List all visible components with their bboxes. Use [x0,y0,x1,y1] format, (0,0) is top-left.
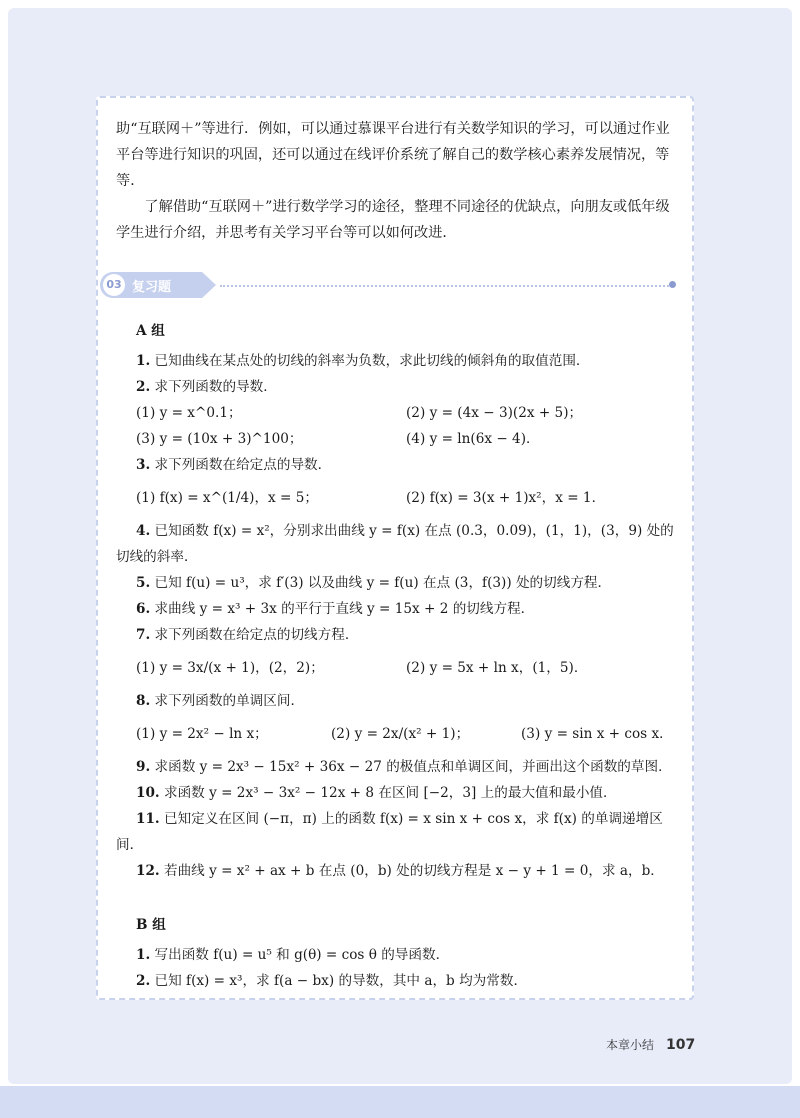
group-a-title: A 组 [136,323,165,339]
question-a8-part-1: (1) y = 2x² − ln x； [136,726,268,742]
question-a2-part-3: (3) y = (10x + 3)^100； [136,431,303,447]
section-divider [220,285,672,287]
question-number: 2. [136,973,151,989]
question-text: 已知定义在区间 (−π，π) 上的函数 f(x) = x sin x + cos x，求 f(x) 的单调递增区间． [116,811,663,853]
question-a7-part-2: (2) y = 5x + ln x，(1，5)． [406,660,588,676]
question-number: 6. [136,601,151,617]
question-a8-part-2: (2) y = 2x/(x² + 1)； [331,726,470,742]
question-text: 已知曲线在某点处的切线的斜率为负数，求此切线的倾斜角的取值范围． [154,353,590,369]
question-number: 12. [136,863,160,879]
question-a3 [116,452,682,478]
question-text: 已知 f(u) = u³，求 f′(3) 以及曲线 y = f(u) 在点 (3，f(3)) 处的切线方程． [154,575,612,591]
chapter-label: 本章小结 [606,1038,655,1052]
question-a7 [116,622,682,648]
question-text: 已知函数 f(x) = x²，分别求出曲线 y = f(x) 在点 (0.3，0.09)，(1，1)，(3，9) 处的切线的斜率． [116,523,674,565]
question-number: 1. [136,947,151,963]
section-divider-end-dot [669,281,676,288]
question-a2-part-1: (1) y = x^0.1； [136,405,242,421]
question-text: 若曲线 y = x² + ax + b 在点 (0，b) 处的切线方程是 x − y + 1 = 0，求 a，b． [163,863,664,879]
section-title: 复习题 [132,280,172,295]
question-number: 2. [136,379,151,395]
section-number: 03 [103,274,125,296]
question-a2-part-4: (4) y = ln(6x − 4)． [406,431,540,447]
question-a3-part-1: (1) f(x) = x^(1/4)，x = 5； [136,490,318,506]
question-text: 求函数 y = 2x³ − 15x² + 36x − 27 的极值点和单调区间，并画出这个函数的草图． [154,759,672,775]
question-b2 [116,968,682,994]
question-text: 求曲线 y = x³ + 3x 的平行于直线 y = 15x + 2 的切线方程． [154,601,535,617]
question-a2-parts-row-1 [116,400,682,426]
question-number: 11. [136,811,160,827]
question-text: 求函数 y = 2x³ − 3x² − 12x + 8 在区间 [−2，3] 上的最大值和最小值． [163,785,617,801]
group-b-title: B 组 [136,917,166,933]
question-a3-parts-row [116,478,682,518]
group-spacer [116,884,682,906]
question-a8-part-3: (3) y = sin x + cos x． [521,726,673,742]
question-a8-parts-row [116,714,682,754]
intro-paragraph-1: 助“互联网＋”等进行．例如，可以通过慕课平台进行有关数学知识的学习，可以通过作业平台等进行知识的巩固，还可以通过在线评价系统了解自己的数学核心素养发展情况，等等． [116,121,670,189]
question-a2-parts-row-2 [116,426,682,452]
question-number: 10. [136,785,160,801]
question-number: 4. [136,523,151,539]
question-a2 [116,374,682,400]
question-a11 [116,806,682,858]
question-b1 [116,942,682,968]
exercise-content [116,312,682,994]
bottom-band [0,1086,800,1118]
question-a2-part-2: (2) y = (4x − 3)(2x + 5)； [406,405,583,421]
question-text: 求下列函数的单调区间． [154,693,305,709]
question-number: 3. [136,457,151,473]
question-a9 [116,754,682,780]
page-footer [606,1036,695,1053]
question-a10 [116,780,682,806]
question-text: 已知 f(x) = x³，求 f(a − bx) 的导数，其中 a，b 均为常数． [154,973,528,989]
question-number: 1. [136,353,151,369]
question-a7-part-1: (1) y = 3x/(x + 1)，(2，2)； [136,660,324,676]
question-a6 [116,596,682,622]
question-text: 求下列函数在给定点的切线方程． [154,627,359,643]
question-number: 5. [136,575,151,591]
question-a12 [116,858,682,884]
question-a4 [116,518,682,570]
question-text: 求下列函数的导数． [154,379,277,395]
question-a5 [116,570,682,596]
question-a8 [116,688,682,714]
question-a1 [116,348,682,374]
question-text: 求下列函数在给定点的导数． [154,457,332,473]
question-text: 写出函数 f(u) = u⁵ 和 g(θ) = cos θ 的导函数． [154,947,450,963]
question-number: 9. [136,759,151,775]
page-number: 107 [666,1037,696,1053]
question-a3-part-2: (2) f(x) = 3(x + 1)x²，x = 1． [406,490,606,506]
question-number: 8. [136,693,151,709]
intro-text [116,116,676,246]
question-number: 7. [136,627,151,643]
question-a7-parts-row [116,648,682,688]
section-header [96,272,690,300]
intro-paragraph-2: 了解借助“互联网＋”进行数学学习的途径，整理不同途径的优缺点，向朋友或低年级学生进行介绍，并思考有关学习平台等可以如何改进． [116,199,670,241]
